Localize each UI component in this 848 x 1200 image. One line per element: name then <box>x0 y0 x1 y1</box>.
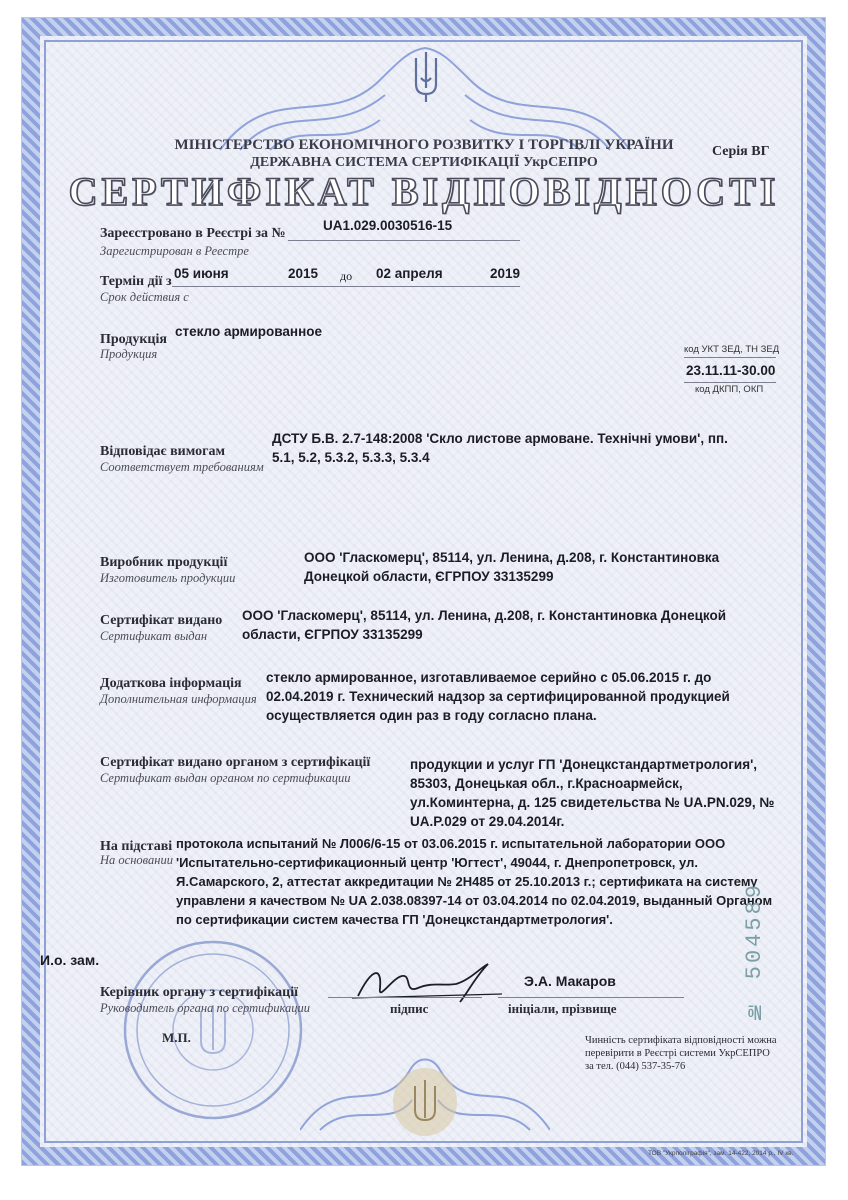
registry-label: Зареєстровано в Реєстрі за № <box>100 226 286 241</box>
round-stamp <box>118 935 308 1125</box>
acting-title: И.о. зам. <box>40 952 100 968</box>
additional-label: Додаткова інформація <box>100 676 242 691</box>
registry-note-2: перевірити в Реєстрі системи УкрСЕПРО <box>585 1048 770 1059</box>
registry-label-ru: Зарегистрирован в Реестре <box>100 244 249 258</box>
manufacturer-label: Виробник продукції <box>100 555 228 570</box>
valid-to-word: до <box>340 269 353 283</box>
series-label: Серія ВГ <box>712 144 770 159</box>
signature-caption: підпис <box>390 1001 429 1016</box>
name-line <box>498 997 684 998</box>
additional-label-ru: Дополнительная информация <box>100 692 257 706</box>
manufacturer-line-1: ООО 'Гласкомерц', 85114, ул. Ленина, д.208, г. Константиновка <box>304 550 720 565</box>
code-line-bottom <box>684 382 776 383</box>
trident-icon <box>412 48 440 106</box>
registry-note-3: за тел. (044) 537-35-76 <box>585 1061 686 1072</box>
basis-label: На підставі <box>100 839 173 854</box>
basis-line-5: по сертификации систем качества ГП 'Донецкстандартметрология'. <box>176 912 613 927</box>
valid-from-year: 2015 <box>288 266 319 281</box>
basis-label-ru: На основании <box>100 853 173 867</box>
product-code: 23.11.11-30.00 <box>686 363 776 378</box>
manufacturer-line-2: Донецкой области, ЄГРПОУ 33135299 <box>304 569 554 584</box>
valid-to-year: 2019 <box>490 266 521 281</box>
requirements-line-1: ДСТУ Б.В. 2.7-148:2008 'Скло листове армоване. Технічні умови', пп. <box>272 431 728 446</box>
code-label-bottom: код ДКПП, ОКП <box>695 384 764 395</box>
registry-note-1: Чинність сертифіката відповідності можна <box>585 1035 777 1046</box>
body-line-3: ул.Коминтерна, д. 125 свидетельства № UA.PN.029, № <box>410 795 775 810</box>
signer-name: Э.А. Макаров <box>524 973 616 989</box>
product-value: стекло армированное <box>175 324 322 339</box>
basis-line-3: Я.Самарского, 2, аттестат аккредитации № 2Н485 от 25.10.2013 г.; сертификата на систему <box>176 874 758 889</box>
issued-to-line-1: ООО 'Гласкомерц', 85114, ул. Ленина, д.208, г. Константиновка Донецкой <box>242 608 727 623</box>
certificate-title: СЕРТИФІКАТ ВІДПОВІДНОСТІ <box>68 169 780 214</box>
basis-line-2: 'Испытательно-сертификационный центр 'Югтест', 49044, г. Днепропетровск, ул. <box>176 855 698 870</box>
issued-to-line-2: области, ЄГРПОУ 33135299 <box>242 627 423 642</box>
validity-label-ru: Срок действия с <box>100 290 189 304</box>
valid-from-day: 05 июня <box>174 266 229 281</box>
issued-to-label: Сертифікат видано <box>100 613 223 628</box>
bottom-ornament <box>300 1030 550 1140</box>
additional-line-1: стекло армированное, изготавливаемое серийно с 05.06.2015 г. до <box>266 670 712 685</box>
additional-line-3: осуществляется один раз в году согласно плана. <box>266 708 597 723</box>
signature-line <box>328 997 482 998</box>
head-label: Керівник органу з сертифікації <box>100 985 299 1000</box>
code-line-top <box>684 357 776 358</box>
basis-line-1: протокола испытаний № Л006/6-15 от 03.06.2015 г. испытательной лаборатории ООО <box>176 836 726 851</box>
certification-system: ДЕРЖАВНА СИСТЕМА СЕРТИФІКАЦІЇ УкрСЕПРО <box>250 155 598 170</box>
product-label: Продукція <box>100 332 167 347</box>
validity-label: Термін дії з <box>100 274 172 289</box>
product-label-ru: Продукция <box>100 347 158 361</box>
body-line-4: UA.P.029 от 29.04.2014г. <box>410 814 565 829</box>
registry-line <box>288 240 520 241</box>
stamp-place-label: М.П. <box>162 1030 191 1045</box>
name-caption: ініціали, прізвище <box>508 1001 617 1016</box>
body-label: Сертифікат видано органом з сертифікації <box>100 755 371 770</box>
requirements-line-2: 5.1, 5.2, 5.3.2, 5.3.3, 5.3.4 <box>272 450 430 465</box>
serial-number: № 504589 <box>742 882 767 1024</box>
body-line-1: продукции и услуг ГП 'Донецкстандартметрология', <box>410 757 758 772</box>
printer-note: ТОВ "Укрполіграфія", зам. 14-422, 2014 р., IV кв. <box>648 1150 794 1157</box>
head-label-ru: Руководитель органа по сертификации <box>100 1001 311 1015</box>
valid-to-day: 02 апреля <box>376 266 443 281</box>
body-line-2: 85303, Донецькая обл., г.Красноармейск, <box>410 776 683 791</box>
validity-line <box>172 286 520 287</box>
registry-number: UA1.029.0030516-15 <box>323 218 453 233</box>
requirements-label: Відповідає вимогам <box>100 444 225 459</box>
requirements-label-ru: Соответствует требованиям <box>100 460 264 474</box>
body-label-ru: Сертификат выдан органом по сертификации <box>100 771 351 785</box>
issued-to-label-ru: Сертификат выдан <box>100 629 208 643</box>
code-label-top: код УКТ ЗЕД, ТН ЗЕД <box>684 344 780 355</box>
ministry-name: МІНІСТЕРСТВО ЕКОНОМІЧНОГО РОЗВИТКУ І ТОРГІВЛІ УКРАЇНИ <box>174 137 674 153</box>
basis-line-4: управлени я качеством № UA 2.038.08397-14 от 03.04.2014 по 02.04.2019, выданный Органом <box>176 893 773 908</box>
additional-line-2: 02.04.2019 г. Технический надзор за сертифицированной продукцией <box>266 689 730 704</box>
manufacturer-label-ru: Изготовитель продукции <box>100 571 236 585</box>
